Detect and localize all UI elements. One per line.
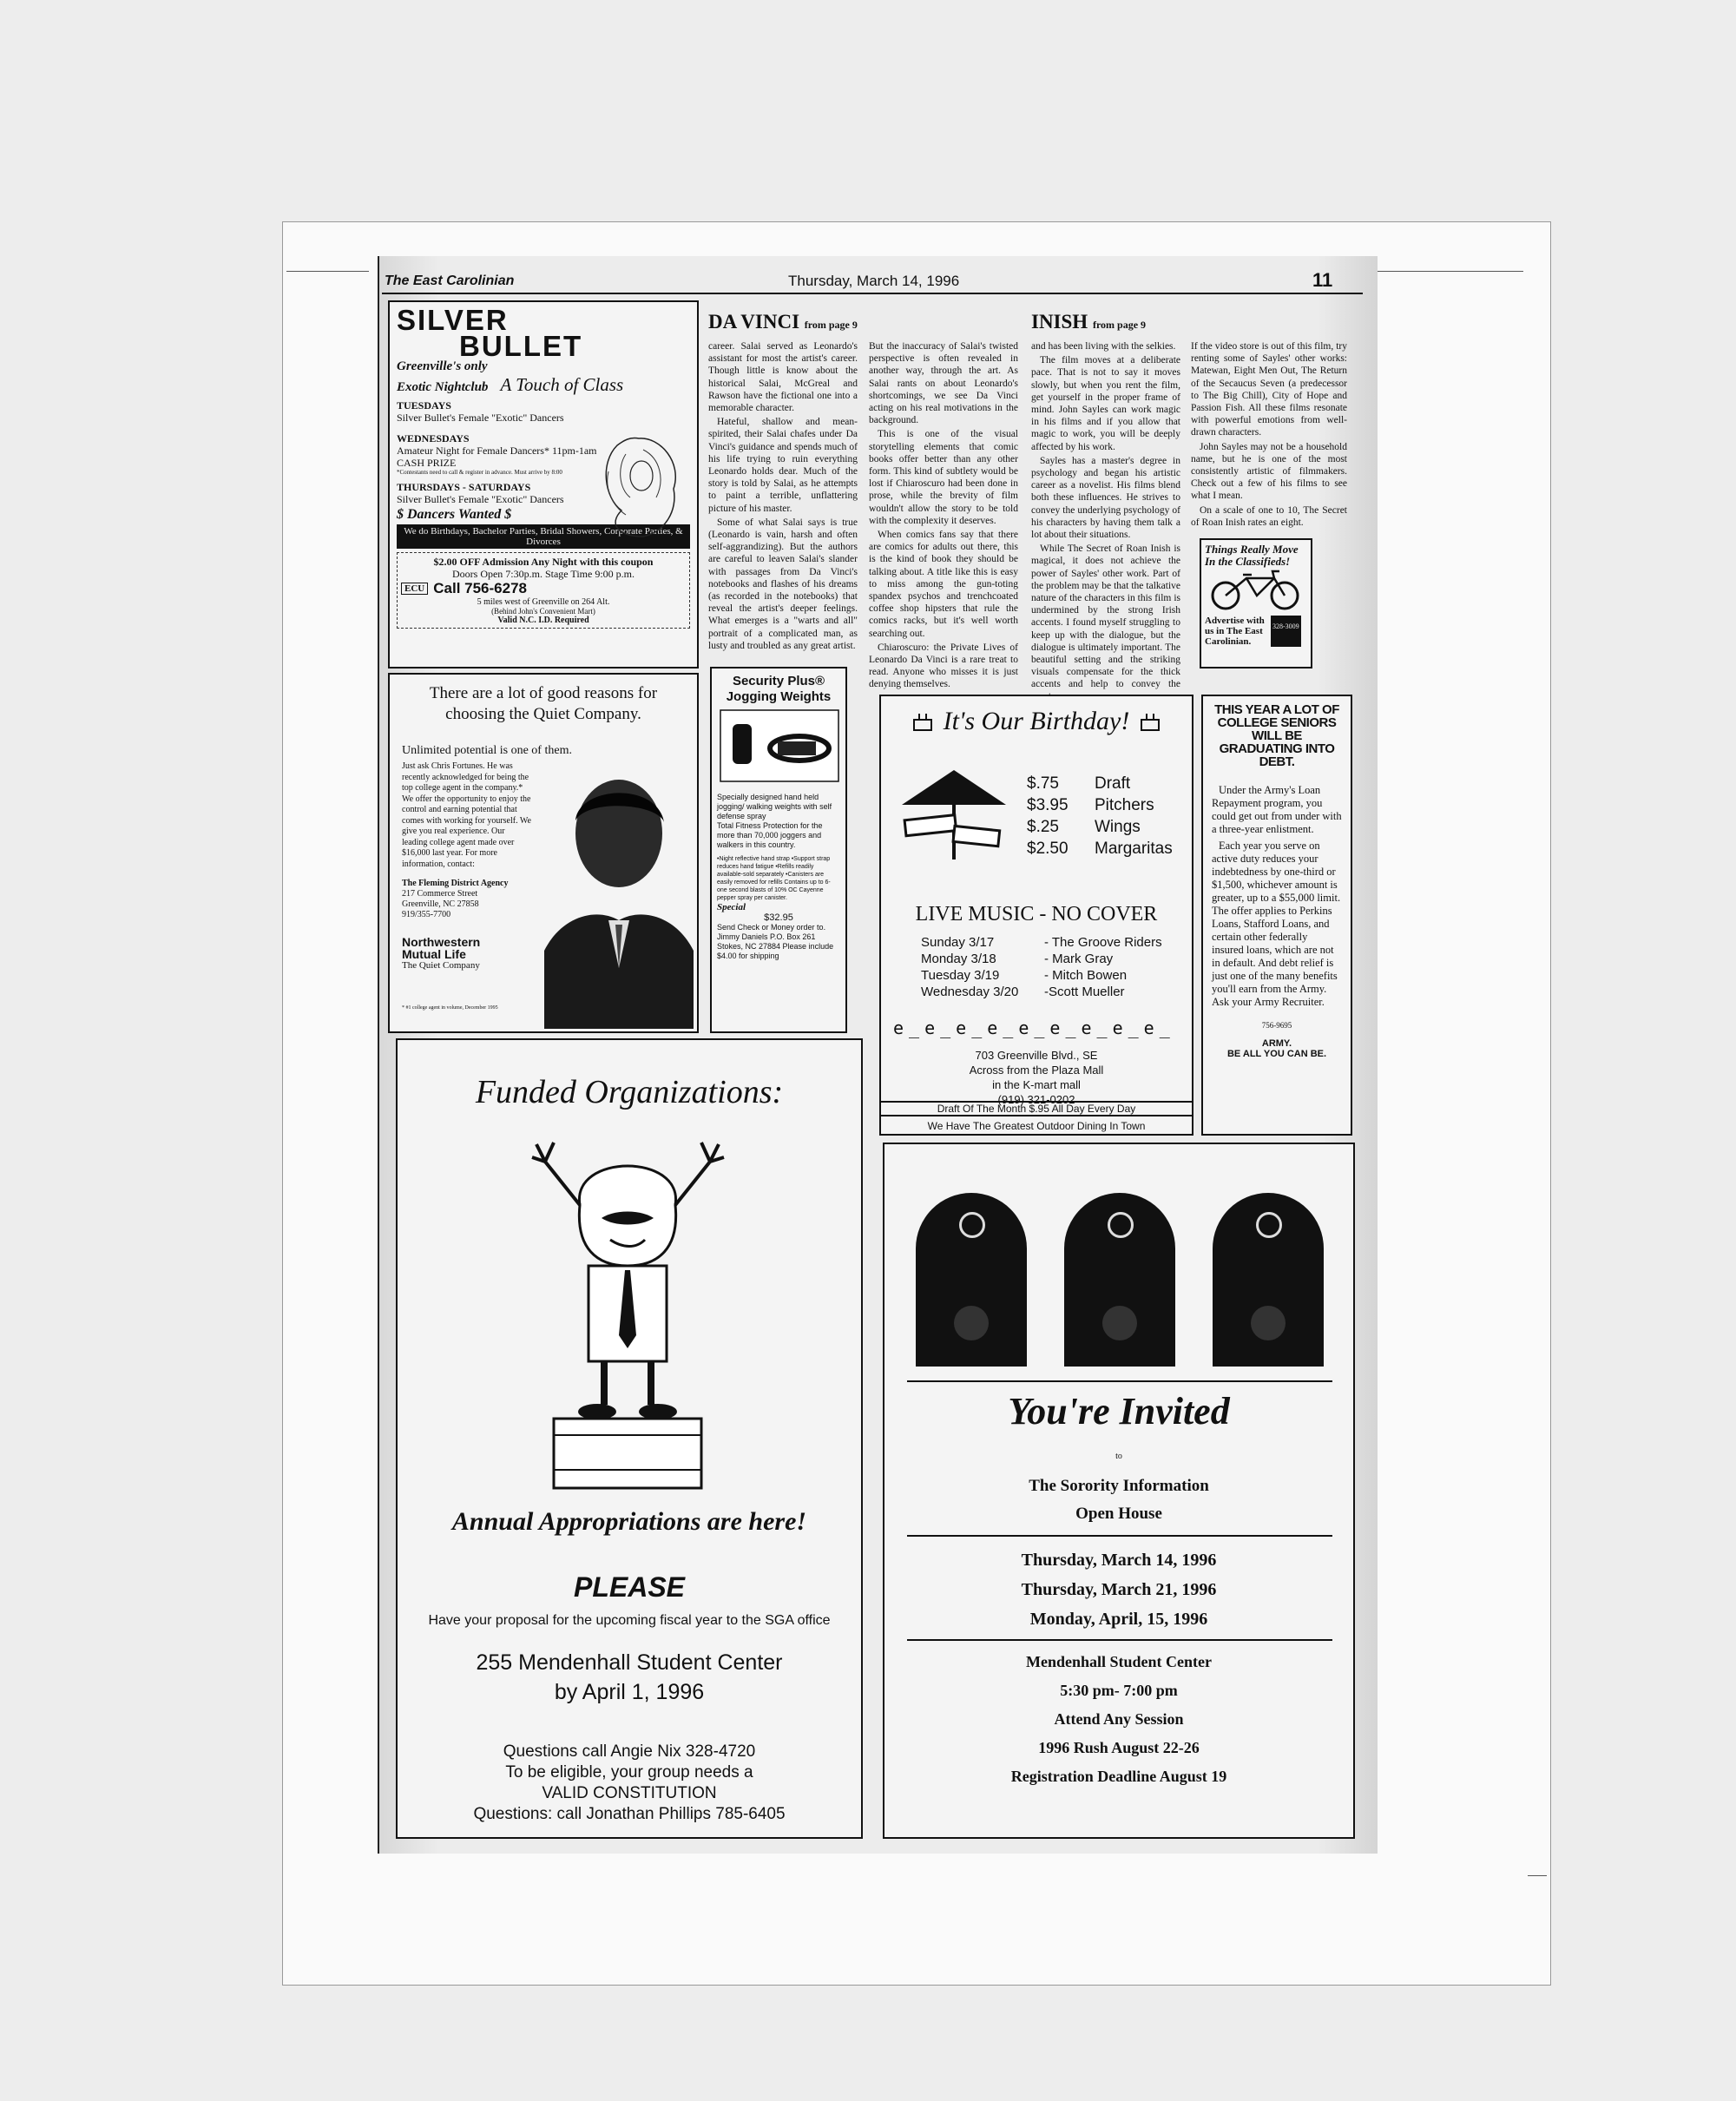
ad-directions: 5 miles west of Greenville on 264 Alt. [477,597,610,607]
army-ad [1201,695,1352,1136]
show-band: -Scott Mueller [1044,985,1125,999]
show-date: Tuesday 3/19 [921,968,1000,983]
article-paragraph: While The Secret of Roan Inish is magical, it does not achieve the power of Sayles' other work. Part of the problem may be that the talkative nature of the characters in this film is undermined by the strong Irish accents. I found myself struggling to keep up with the dialogue, but the dialogue is ultimately important. The beautiful setting and the striking visuals compensate for the thick accents and help to convey the [1031,543,1180,690]
article-paragraph: John Sayles may not be a household name, but he is one of the most consistently artistic of filmmakers. Check out a few of his films to see what I mean. [1191,441,1347,502]
contact-lines [398,1742,861,1825]
order-address: Send Check or Money order to. Jimmy Daniels P.O. Box 261 Stokes, NC 27884 Please include $4.00 for shipping [717,923,834,960]
logo-name: Mutual Life [402,947,466,961]
issue-date: Thursday, March 14, 1996 [788,273,960,289]
arch-window [1064,1193,1175,1367]
event-dates [884,1545,1353,1634]
headline-text: DA VINCI [708,311,800,333]
ad-fine-print: *Contestants need to call & register in advance. Must arrive by 8:00 [397,469,562,476]
army-logo: ARMY. [1261,1038,1292,1049]
margin-pointer [1371,271,1523,272]
coupon-hours: Doors Open 7:30p.m. Stage Time 9:00 p.m. [451,568,635,580]
agency-address: Greenville, NC 27858 [402,899,479,909]
bar-address [881,1048,1192,1107]
price-item: Pitchers [1095,796,1154,814]
show-row [921,984,1162,1000]
article-paragraph: and has been living with the selkies. [1031,341,1176,352]
security-plus-ad [710,667,847,1033]
cake-icon [1138,709,1162,734]
page-number: 11 [1312,269,1333,291]
footer-line: We Have The Greatest Outdoor Dining In Town [927,1120,1146,1132]
davinci-headline [708,311,858,333]
quiet-company-ad [388,673,699,1033]
ad-wanted: $ Dancers Wanted $ [397,507,512,522]
article-paragraph: Some of what Salai says is true (Leonardo is vain, harsh and often self-aggrandizing). But the authors are careful to leaven Salai's slander with passages from Da Vinci's notebooks and flashes of his dreams (as recorded in the notebooks) that reveal the artist's deeper feelings. What emerges is a "warts and all" portrait of a complicated man, as lusty and troubled as any great artist. [708,517,858,651]
umbrella-sign-icon [893,766,1015,861]
arch-window [916,1193,1027,1367]
agency-phone: 919/355-7700 [402,910,451,919]
classifieds-body: Advertise with us in The East Carolinian. [1205,616,1265,647]
classifieds-ad [1200,538,1312,668]
ad-title: It's Our Birthday! [943,707,1130,735]
ad-line: CASH PRIZE [397,457,457,469]
article-paragraph: When comics fans say that there are comics for adults out there, this is the kind of book they should be talking about. A title like this is easy to miss among the gun-toting spandex psychos and trenchcoated coffee shop hipsters that rule the comics racks, but it's well worth searching out. [869,530,1018,639]
divider [907,1639,1332,1641]
article-paragraph: Sayles has a master's degree in psychology and began his artistic career as a novelist. His films blend both these influences. He strives to convey the underlying psychology of his characters by having them talk a lot about their situations. [1031,455,1180,541]
article-paragraph: This is one of the visual storytelling elements that comic books offer better than any other form. This kind of subtlety would be lost if Chiaroscuro had been done in prose, while the brevity of film wouldn't allow the story to be told with the complexity it deserves. [869,429,1018,526]
jump-line: from page 9 [1092,319,1147,331]
birthday-ad [879,695,1194,1136]
article-paragraph: Chiaroscuro: the Private Lives of Leonardo Da Vinci is a rare treat to read. Anyone who misses it is just denying themselves. [869,642,1018,690]
invited-heading: You're Invited [1008,1390,1230,1432]
ad-title: BULLET [459,330,583,362]
event-line: 1996 Rush August 22-26 [1038,1739,1200,1756]
divider [907,1535,1332,1537]
divider [907,1380,1332,1382]
ad-title: SILVER [397,304,509,336]
event-line: Attend Any Session [1054,1710,1184,1728]
sga-address [398,1648,861,1707]
price: $2.50 [1027,840,1069,858]
ad-subhead: Unlimited potential is one of them. [402,744,572,757]
address-line: in the K-mart mall [992,1078,1081,1091]
cartoon-man-illustration [528,1136,727,1492]
ring-ornament [959,1212,985,1238]
article-paragraph: But the inaccuracy of Salai's twisted perspective is often revealed in another way, through the art. As Salai rants on about Leonardo's shortcomings, we see Da Vinci acting on his real motivations in the background. [869,341,1018,426]
portrait-photo [544,768,694,1029]
agency-address: 217 Commerce Street [402,889,478,899]
show-row [921,951,1162,967]
logo-tagline: The Quiet Company [402,960,480,971]
ad-body: Each year you serve on active duty reduces your indebtedness by one-third or $1,500, whichever amount is greater, up to a $55,000 limit. The offer applies to Perkins Loans, Stafford Loans, and certain other federally insured loans, which are not in default. And debt relief is just one of the many benefits you'll earn from the Army. Ask your Army Recruiter. [1212,840,1341,1008]
agency-name: The Fleming District Agency [402,879,509,888]
sorority-ad [883,1143,1355,1839]
contact-line: VALID CONSTITUTION [542,1784,717,1802]
contact-line: To be eligible, your group needs a [505,1763,753,1782]
header-rule [382,293,1363,294]
ad-body: Just ask Chris Fortunes. He was recently acknowledged for being the top college agent in the company.* We offer the opportunity to enjoy the control and earning potential that comes with working for yourself. We give you real experience. Our leading college agent made over $16,000 last year. For more information, contact: [402,761,531,869]
ad-day-heading: THURSDAYS - SATURDAYS [397,481,531,493]
face-ornament [1251,1306,1286,1340]
article-paragraph: Hateful, shallow and mean-spirited, their Salai chafes under Da Vinci's guidance and spends much of his life trying to ruin everything Leonardo holds dear. Much of the story is told by Salai, as he attempts to paint a terrible, unflattering picture of his master. [708,417,858,514]
ad-body: Specially designed hand held jogging/ walking weights with self defense spray [717,793,832,820]
article-paragraph: The film moves at a deliberate pace. That is not to say it moves slowly, but when you rent the film, get yourself in the proper frame of mind. John Sayles can work magic in his films and if you allow that magic to work, you will be deeply affected by his work. [1031,355,1180,452]
davinci-column-2 [869,340,1018,693]
ad-slogan: A Touch of Class [500,374,624,395]
price-row [1027,816,1173,838]
ad-title: Security Plus® Jogging Weights [726,674,832,704]
show-band: - Mitch Bowen [1044,968,1128,983]
silver-bullet-ad [388,300,699,668]
decorative-border: e_e_e_e_e_e_e_e_e_ [893,1018,1175,1038]
margin-pointer [286,271,369,272]
price: $.25 [1027,818,1059,836]
cake-icon [911,709,935,734]
price-item: Margaritas [1095,840,1173,858]
article-paragraph: If the video store is out of this film, try renting some of Sayles' other works: Matewan, Eight Men Out, The Return of the Secaucus Seven (a predecessor to The Big Chill), City of Hope and Passion Fish. All these films resonate with powerful emotions from well-drawn characters. [1191,341,1347,438]
headline-text: INISH [1031,311,1088,333]
davinci-column-1 [708,340,858,654]
ad-line: Have your proposal for the upcoming fiscal year to the SGA office [428,1613,831,1628]
price: $.75 [1027,774,1059,793]
ad-body: Total Fitness Protection for the more than 70,000 joggers and walkers in this country. [717,821,823,849]
event-location: Mendenhall Student Center [1025,1653,1212,1670]
classifieds-number: 328-3009 [1271,616,1301,647]
ad-line: Amateur Night for Female Dancers* 11pm-1am [397,445,597,457]
ring-ornament [1256,1212,1282,1238]
footer-line: Draft Of The Month $.95 All Day Every Day [881,1101,1192,1116]
event-line: The Sorority Information [1029,1477,1209,1495]
ad-subtitle: Annual Appropriations are here! [451,1507,807,1536]
event-line: Registration Deadline August 19 [1010,1768,1227,1785]
event-name [884,1472,1353,1528]
inish-headline [1031,311,1146,333]
recruiter-phone: 756-9695 [1261,1021,1292,1030]
article-paragraph: career. Salai served as Leonardo's assistant for most the artist's career. Though little is know about the historical Salai, McGreal and Rawson have the fictional one into a memorable character. [708,341,858,414]
classifieds-headline: Things Really Move In the Classifieds! [1205,543,1299,568]
event-line: Open House [1075,1505,1162,1523]
margin-pointer [1528,1875,1547,1876]
ad-line: Silver Bullet's Female "Exotic" Dancers [397,493,564,505]
inish-column-1 [1031,340,1180,705]
ad-directions: (Behind John's Convenient Mart) [491,607,595,616]
face-ornament [1102,1306,1137,1340]
jogging-weight-image [717,708,842,783]
inish-column-2 [1191,340,1347,530]
contact-line: Questions: call Jonathan Phillips 785-6405 [473,1805,786,1823]
ad-price: $32.95 [764,912,793,923]
ad-tagline: Greenville's only [397,359,488,373]
face-ornament [954,1306,989,1340]
event-date: Thursday, March 21, 1996 [1021,1580,1217,1599]
sorority-arches [916,1193,1324,1367]
address-line: 255 Mendenhall Student Center [476,1650,783,1675]
ad-parties: We do Birthdays, Bachelor Parties, Bridal Showers, Corporate Parties, & Divorces [397,524,690,549]
ad-day-heading: WEDNESDAYS [397,432,470,445]
ad-line: to [1115,1452,1122,1461]
price-list [1027,773,1173,860]
bar-phone: (919) 321-0202 [997,1093,1075,1106]
dancer-illustration [591,428,691,541]
ad-features: •Night reflective hand strap •Support strap reduces hand fatigue •Refills readily available-sold separately •Canisters are easily removed for refills Contains up to 6-one second blasts of 10% OC Cayenne pepper spray per canister. [717,856,831,901]
ad-tagline: Exotic Nightclub [397,380,489,394]
show-band: - The Groove Riders [1044,935,1162,950]
please-heading: PLEASE [573,1571,686,1603]
address-line: Across from the Plaza Mall [969,1064,1104,1077]
show-row [921,967,1162,984]
army-slogan: BE ALL YOU CAN BE. [1226,1049,1327,1059]
bicycle-icon [1205,568,1307,611]
live-music-heading: LIVE MUSIC - NO COVER [915,903,1158,925]
arch-window [1213,1193,1324,1367]
ring-ornament [1108,1212,1134,1238]
coupon-offer: $2.00 OFF Admission Any Night with this coupon [433,556,654,568]
special-label: Special [717,902,746,912]
price-item: Wings [1095,818,1141,836]
price-row [1027,773,1173,794]
article-paragraph: On a scale of one to 10, The Secret of Roan Inish rates an eight. [1191,504,1347,528]
show-date: Sunday 3/17 [921,935,995,950]
ad-title: Funded Organizations: [475,1074,784,1110]
address-line: 703 Greenville Blvd., SE [975,1049,1098,1062]
event-time: 5:30 pm- 7:00 pm [1060,1682,1178,1699]
jump-line: from page 9 [804,319,858,331]
price-row [1027,794,1173,816]
coupon [397,552,690,629]
price-row [1027,838,1173,860]
show-row [921,934,1162,951]
logo-name: Northwestern [402,935,481,949]
map-label: ECU [401,583,428,595]
ad-phone: Call 756-6278 [433,580,527,596]
show-band: - Mark Gray [1044,952,1114,966]
funded-organizations-ad [396,1038,863,1839]
band-schedule [921,934,1162,1000]
show-date: Wednesday 3/20 [921,985,1019,999]
ad-fine-print: * #1 college agent in volume, December 1995 [402,1005,498,1011]
deadline-line: by April 1, 1996 [554,1680,705,1704]
event-details [884,1648,1353,1791]
ad-day-heading: TUESDAYS [397,399,451,412]
event-date: Monday, April, 15, 1996 [1029,1610,1208,1629]
ad-valid: Valid N.C. I.D. Required [497,616,589,625]
contact-line: Questions call Angie Nix 328-4720 [503,1742,756,1761]
ad-headline: There are a lot of good reasons for choosing the Quiet Company. [429,684,658,723]
ad-body: Under the Army's Loan Repayment program, you could get out from under with a three-year enlistment. [1212,784,1342,835]
price: $3.95 [1027,796,1069,814]
ad-headline: THIS YEAR A LOT OF COLLEGE SENIORS WILL BE GRADUATING INTO DEBT. [1214,702,1339,769]
show-date: Monday 3/18 [921,952,996,966]
paper-name: The East Carolinian [385,273,515,288]
ad-line: Silver Bullet's Female "Exotic" Dancers [397,412,564,424]
event-date: Thursday, March 14, 1996 [1021,1551,1217,1570]
price-item: Draft [1095,774,1131,793]
